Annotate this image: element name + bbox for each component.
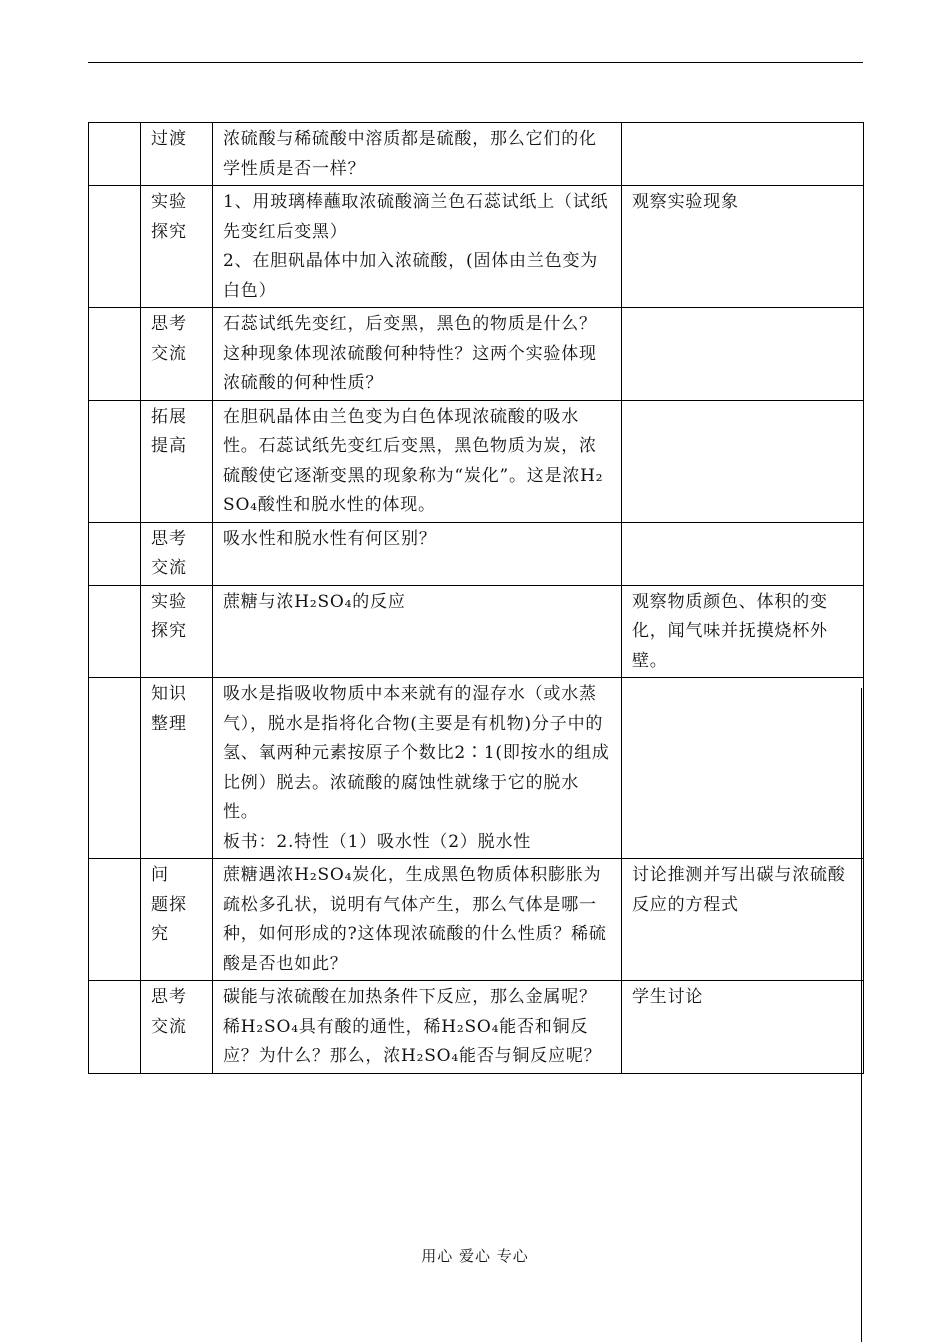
student-activity-cell: [622, 308, 864, 401]
student-activity-cell: 观察物质颜色、体积的变化，闻气味并抚摸烧杯外壁。: [622, 585, 864, 678]
step-cell-summary: 知识整理: [141, 678, 213, 859]
step-cell-extension: 拓展提高: [141, 400, 213, 522]
header-rule: [88, 62, 863, 63]
table-row: [89, 859, 864, 981]
student-activity-cell: 观察实验现象: [622, 186, 864, 308]
table-row: [89, 585, 864, 678]
student-activity-cell: [622, 400, 864, 522]
content-paragraph: 板书：2.特性（1）吸水性（2）脱水性: [223, 831, 532, 852]
content-paragraph: 蔗糖遇浓H₂SO₄炭化，生成黑色物质体积膨胀为疏松多孔状，说明有气体产生，那么气体是哪一种，如何形成的?这体现浓硫酸的什么性质？稀硫酸是否也如此？: [223, 865, 607, 974]
content-cell: [213, 308, 622, 401]
content-paragraph: 在胆矾晶体由兰色变为白色体现浓硫酸的吸水性。石蕊试纸先变红后变黑，黑色物质为炭，浓硫酸使它逐渐变黑的现象称为“炭化”。这是浓H₂SO₄酸性和脱水性的体现。: [223, 406, 604, 515]
content-paragraph: 碳能与浓硫酸在加热条件下反应，那么金属呢？稀H₂SO₄具有酸的通性，稀H₂SO₄能否和铜反应？为什么？那么，浓H₂SO₄能否与铜反应呢？: [223, 987, 602, 1066]
content-paragraph: 吸水是指吸收物质中本来就有的湿存水（或水蒸气），脱水是指将化合物(主要是有机物)分子中的氢、氧两种元素按原子个数比2∶1(即按水的组成比例）脱去。浓硫酸的腐蚀性就缘于它的脱水性。: [223, 684, 610, 822]
table-row: [89, 186, 864, 308]
content-paragraph: 蔗糖与浓H₂SO₄的反应: [223, 591, 406, 612]
content-cell: [213, 522, 622, 585]
table-row: [89, 400, 864, 522]
margin-cell: [89, 522, 141, 585]
student-activity-cell: [622, 678, 864, 859]
content-paragraph: 吸水性和脱水性有何区别？: [223, 528, 437, 549]
content-cell: [213, 859, 622, 981]
margin-cell: [89, 186, 141, 308]
step-cell-transition: 过渡: [141, 123, 213, 186]
margin-cell: [89, 678, 141, 859]
content-paragraph: 2、在胆矾晶体中加入浓硫酸，(固体由兰色变为白色）: [223, 251, 599, 301]
page-footer: 用心 爱心 专心: [421, 1247, 529, 1265]
margin-cell: [89, 859, 141, 981]
student-activity-cell: [622, 123, 864, 186]
step-cell-discussion: 思考交流: [141, 522, 213, 585]
table-row: [89, 123, 864, 186]
content-cell: [213, 123, 622, 186]
content-paragraph: 浓硫酸与稀硫酸中溶质都是硫酸，那么它们的化学性质是否一样？: [223, 129, 597, 179]
content-paragraph: 1、用玻璃棒蘸取浓硫酸滴兰色石蕊试纸上（试纸先变红后变黑）: [223, 192, 609, 242]
student-activity-cell: [622, 522, 864, 585]
margin-cell: [89, 123, 141, 186]
step-cell-inquiry: 问 题探究: [141, 859, 213, 981]
step-cell-discussion: 思考交流: [141, 981, 213, 1074]
content-cell: [213, 585, 622, 678]
student-activity-cell: 讨论推测并写出碳与浓硫酸反应的方程式: [622, 859, 864, 981]
content-cell: [213, 678, 622, 859]
step-cell-experiment: 实验探究: [141, 186, 213, 308]
content-cell: [213, 186, 622, 308]
step-cell-discussion: 思考交流: [141, 308, 213, 401]
table-row: [89, 678, 864, 859]
margin-cell: [89, 981, 141, 1074]
table-row: [89, 308, 864, 401]
table-row: [89, 981, 864, 1074]
lesson-plan-table: [88, 122, 864, 1074]
step-cell-experiment: 实验探究: [141, 585, 213, 678]
student-activity-cell: 学生讨论: [622, 981, 864, 1074]
content-cell: [213, 981, 622, 1074]
margin-cell: [89, 400, 141, 522]
table-row: [89, 522, 864, 585]
margin-cell: [89, 308, 141, 401]
content-paragraph: 石蕊试纸先变红，后变黑，黑色的物质是什么？这种现象体现浓硫酸何种特性？这两个实验体现浓硫酸的何种性质？: [223, 314, 597, 393]
margin-cell: [89, 585, 141, 678]
content-cell: [213, 400, 622, 522]
